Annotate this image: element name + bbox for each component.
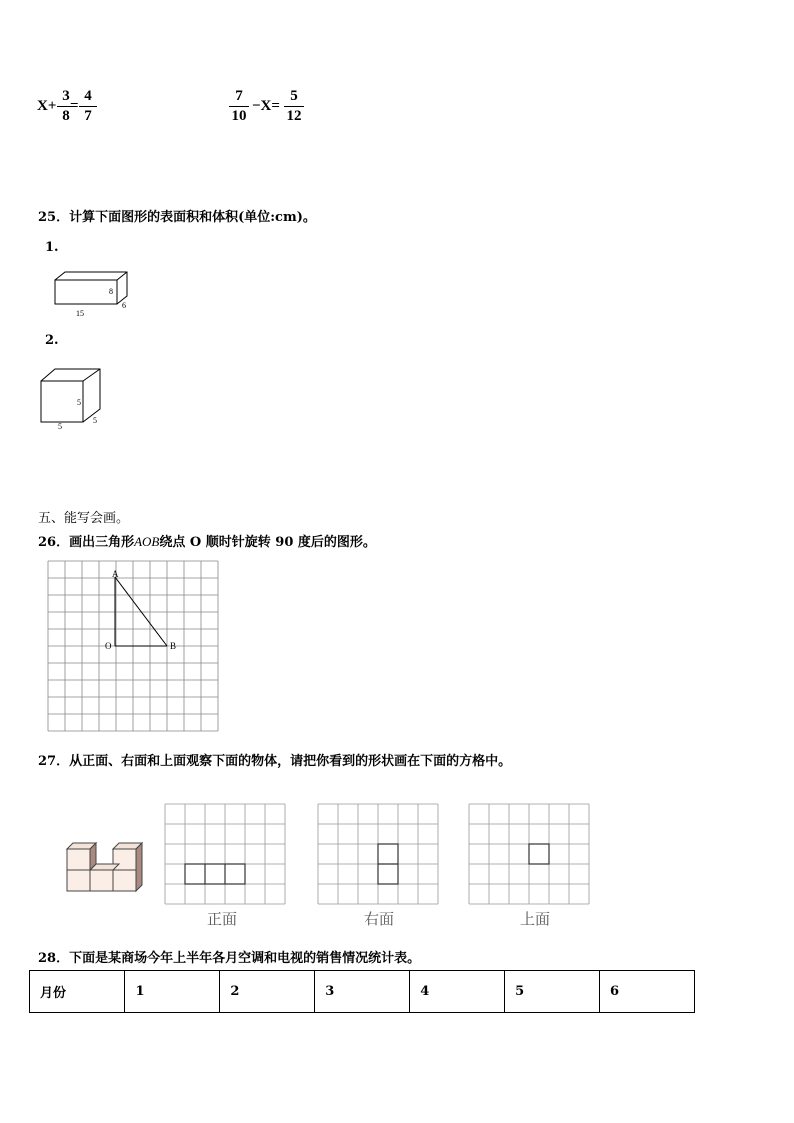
table-cell: 2 xyxy=(220,971,315,1013)
cuboid-figure xyxy=(50,268,135,320)
eq1-fraction-1: 3 8 xyxy=(57,88,75,125)
sales-table xyxy=(29,970,695,1013)
rotation-grid xyxy=(47,560,219,734)
q26-title: 26．画出三角形AOB绕点 O 顺时针旋转 90 度后的图形。 xyxy=(38,534,376,550)
cube-edge-label-depth: 5 xyxy=(93,416,97,425)
table-cell-month-header: 月份 xyxy=(30,971,125,1013)
table-cell: 6 xyxy=(600,971,695,1013)
table-cell: 5 xyxy=(505,971,600,1013)
top-view-label: 上面 xyxy=(520,910,551,928)
q25-title: 25．计算下面图形的表面积和体积(单位:cm)。 xyxy=(38,210,316,225)
equation-2 xyxy=(229,88,319,128)
equation-1 xyxy=(37,88,107,128)
right-view-label: 右面 xyxy=(364,910,395,928)
q27-title: 27．从正面、右面和上面观察下面的物体，请把你看到的形状画在下面的方格中。 xyxy=(38,754,512,769)
eq1-prefix: X+ xyxy=(37,98,57,114)
cube-edge-label-front: 5 xyxy=(77,398,81,407)
table-cell: 3 xyxy=(315,971,410,1013)
right-view-grid xyxy=(317,802,441,906)
cuboid-width-label: 6 xyxy=(122,301,126,310)
eq1-equals: = xyxy=(70,98,79,114)
cube-edge-label-bottom: 5 xyxy=(58,422,62,431)
eq2-fraction-2: 5 12 xyxy=(284,88,304,125)
q26-triangle-name: AOB xyxy=(134,534,160,549)
point-b-label: B xyxy=(170,641,177,651)
table-cell: 4 xyxy=(410,971,505,1013)
cuboid-height-label: 8 xyxy=(109,287,113,296)
eq2-middle: −X= xyxy=(252,98,280,114)
eq2-fraction-1: 7 10 xyxy=(229,88,249,125)
point-o-label: O xyxy=(105,641,112,651)
section-five-title: 五、能写会画。 xyxy=(38,511,130,526)
point-a-label: A xyxy=(112,569,119,579)
q25-fig1-label: 1. xyxy=(45,240,59,255)
table-cell: 1 xyxy=(125,971,220,1013)
cube-stack-object xyxy=(65,840,145,895)
front-view-grid xyxy=(164,802,288,906)
q28-title: 28．下面是某商场今年上半年各月空调和电视的销售情况统计表。 xyxy=(38,951,421,966)
q25-fig2-label: 2. xyxy=(45,333,59,348)
segment-ab xyxy=(115,577,167,646)
table-row xyxy=(30,971,695,1013)
cuboid-length-label: 15 xyxy=(76,309,84,318)
front-view-label: 正面 xyxy=(207,910,238,928)
eq1-fraction-2: 4 7 xyxy=(79,88,97,125)
top-view-grid xyxy=(468,802,592,906)
